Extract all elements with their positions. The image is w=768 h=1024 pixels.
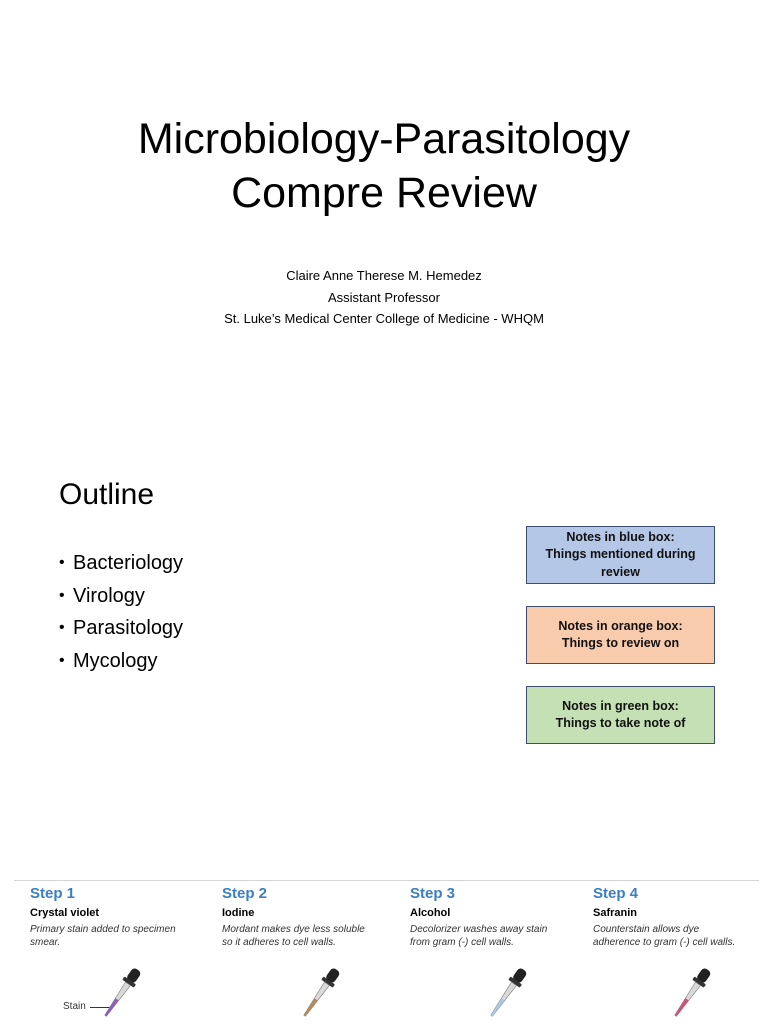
list-item-label: Virology (73, 584, 145, 607)
step-description-line: adherence to gram (-) cell walls. (593, 937, 736, 948)
title-slide (0, 0, 768, 432)
step-description-line: Primary stain added to specimen (30, 924, 176, 935)
dropper-liquid (303, 998, 317, 1016)
step-reagent: Alcohol (410, 907, 451, 919)
presentation-title (0, 112, 768, 220)
step-label: Step 1 (30, 885, 76, 902)
step-label: Step 4 (593, 885, 639, 902)
step-description-line: so it adheres to cell walls. (222, 937, 336, 948)
outline-heading: Outline (59, 478, 155, 511)
step-reagent: Crystal violet (30, 907, 100, 919)
bullet-icon: • (59, 619, 65, 636)
note-line: Notes in green box: (562, 698, 679, 713)
divider (14, 880, 759, 881)
dropper-liquid (104, 998, 118, 1016)
title-line-1: Microbiology-Parasitology (137, 115, 631, 163)
step-description-line: Mordant makes dye less soluble (222, 924, 365, 935)
list-item (59, 580, 183, 613)
outline-slide (0, 432, 768, 864)
bullet-icon: • (59, 651, 65, 669)
note-box-orange (526, 606, 715, 664)
step-reagent: Iodine (222, 907, 255, 919)
note-box-blue (526, 526, 715, 584)
dropper-icon (291, 966, 351, 1024)
note-line: Things mentioned during (545, 547, 696, 562)
dropper-liquid (490, 998, 504, 1016)
list-item-label: Bacteriology (73, 552, 184, 574)
presenter-role: Assistant Professor (328, 289, 440, 305)
dropper-liquid (674, 998, 688, 1016)
step-description (593, 923, 768, 949)
step-description (410, 923, 590, 949)
title-line-2: Compre Review (231, 169, 537, 217)
step-4 (593, 884, 768, 949)
list-item (59, 612, 183, 645)
step-3 (410, 884, 590, 949)
stain-label: Stain (63, 1001, 86, 1012)
note-line: Notes in blue box: (566, 529, 675, 544)
list-item-label: Mycology (73, 649, 158, 672)
note-line: Things to take note of (555, 716, 686, 730)
list-item (59, 547, 183, 580)
step-label: Step 2 (222, 885, 268, 902)
step-description-line: smear. (30, 937, 61, 948)
step-1 (30, 884, 210, 949)
dropper-icon (478, 966, 538, 1024)
step-reagent: Safranin (593, 907, 638, 919)
bullet-icon: • (59, 554, 65, 571)
step-description-line: from gram (-) cell walls. (410, 937, 514, 948)
outline-list (59, 547, 183, 677)
bullet-icon: • (59, 586, 65, 604)
gram-stain-slide (0, 864, 768, 1024)
dropper-icon (92, 966, 152, 1024)
presenter-info (0, 265, 768, 330)
note-line: review (601, 564, 640, 579)
step-description (30, 923, 210, 949)
presenter-name: Claire Anne Therese M. Hemedez (286, 268, 482, 283)
step-description (222, 923, 402, 949)
step-label: Step 3 (410, 885, 456, 902)
dropper-icon (662, 966, 722, 1024)
presenter-affiliation: St. Luke’s Medical Center College of Medicine - WHQM (224, 311, 544, 326)
list-item-label: Parasitology (73, 617, 184, 639)
step-description-line: Counterstain allows dye (593, 924, 700, 935)
step-2 (222, 884, 402, 949)
note-line: Things to review on (561, 636, 680, 650)
note-line: Notes in orange box: (558, 618, 683, 633)
list-item (59, 645, 183, 678)
note-box-green (526, 686, 715, 744)
step-description-line: Decolorizer washes away stain (410, 924, 548, 935)
